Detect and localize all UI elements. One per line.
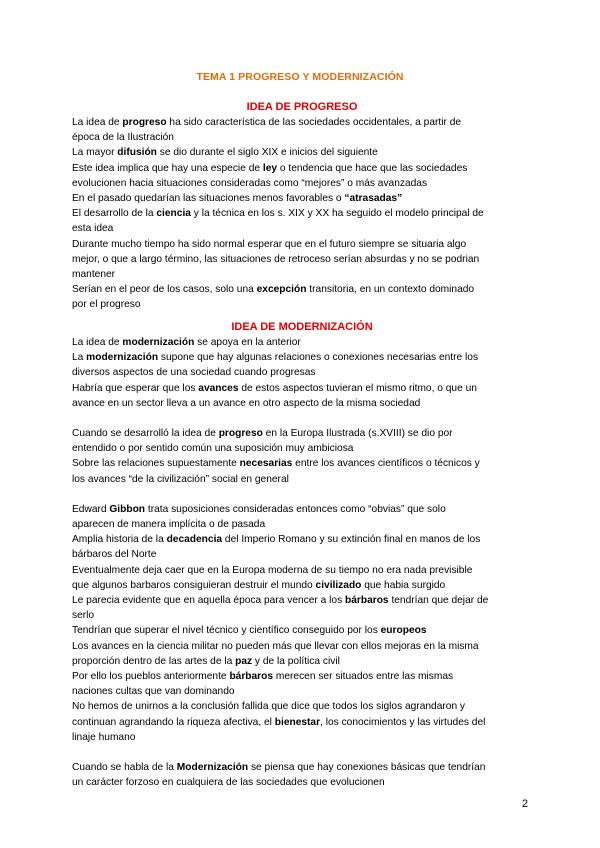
text-run: Edward xyxy=(72,503,110,515)
text-line xyxy=(72,365,532,380)
text-run: Habría que esperar que los xyxy=(72,382,199,394)
text-run: bárbaros del Norte xyxy=(72,549,157,561)
text-run: La mayor xyxy=(72,147,118,159)
section-idea-de-progreso xyxy=(72,99,532,313)
text-line xyxy=(72,502,532,517)
text-line xyxy=(72,578,532,593)
text-run: naciones cultas que van dominando xyxy=(72,686,235,698)
text-run: que habia surgido xyxy=(361,579,446,591)
text-run: mejor, o que a largo término, las situaciones de retroceso serían absurdas y no se podrian xyxy=(72,253,480,265)
bold-term: avances xyxy=(198,382,239,394)
section-body xyxy=(72,335,532,790)
text-line xyxy=(72,608,532,623)
text-run: aparecen de manera implícita o de pasada xyxy=(72,519,266,531)
bold-term: europeos xyxy=(380,625,427,637)
text-run: del Imperio Romano y su extinción final en manos de los xyxy=(222,534,481,546)
text-line xyxy=(72,532,532,547)
text-run: continuan agrandando la riqueza afectiva, el xyxy=(72,716,275,728)
text-run: los avances “de la civilización” social en general xyxy=(72,473,289,485)
text-line xyxy=(72,130,532,145)
text-line xyxy=(72,161,532,176)
text-run: por el progreso xyxy=(72,299,141,311)
text-line xyxy=(72,547,532,562)
text-run: esta idea xyxy=(72,223,114,235)
text-run: Le parecia evidente que en aquella época para vencer a los xyxy=(72,595,345,607)
text-line xyxy=(72,282,532,297)
text-line xyxy=(72,176,532,191)
text-run: serlo xyxy=(72,610,95,622)
text-line xyxy=(72,775,532,790)
text-line xyxy=(72,517,532,532)
text-run: merecen ser situados entre las mismas xyxy=(273,671,454,683)
text-run: La idea de xyxy=(72,117,123,128)
bold-term: “atrasadas” xyxy=(344,193,403,205)
text-run: El desarrollo de la xyxy=(72,208,157,220)
text-line xyxy=(72,456,532,471)
text-run: que algunos barbaros consiguieran destruir el mundo xyxy=(72,579,316,591)
text-line xyxy=(72,593,532,608)
text-line xyxy=(72,221,532,236)
text-line xyxy=(72,381,532,396)
text-run: evolucionen hacia situaciones consideradas como “mejores” o más avanzadas xyxy=(72,177,428,189)
text-run: , los conocimientos y las virtudes del xyxy=(320,716,486,728)
text-line xyxy=(72,206,532,221)
text-run: diversos aspectos de una sociedad cuando progresas xyxy=(72,367,316,379)
text-run: época de la Ilustración xyxy=(72,132,174,144)
bold-term: progreso xyxy=(122,117,167,128)
text-run: y la técnica en los s. XIX y XX ha seguido el modelo principal de xyxy=(190,208,484,220)
text-line xyxy=(72,639,532,654)
text-run: Eventualmente deja caer que en la Europa moderna de su tiempo no era nada previsible xyxy=(72,564,473,576)
page-number: 2 xyxy=(521,798,528,810)
bold-term: bárbaros xyxy=(345,595,389,607)
text-run: Serían en el peor de los casos, solo una xyxy=(72,284,257,296)
bold-term: decadencia xyxy=(166,534,223,546)
text-run: proporción dentro de las artes de la xyxy=(72,655,236,667)
text-run: transitoria, en un contexto dominado xyxy=(306,284,475,296)
text-line xyxy=(72,426,532,441)
text-line xyxy=(72,654,532,669)
bold-term: paz xyxy=(235,655,253,667)
text-run: linaje humano xyxy=(72,731,136,743)
text-line xyxy=(72,297,532,312)
text-line xyxy=(72,760,532,775)
text-run: entre los avances científicos o técnicos y xyxy=(292,458,480,470)
text-run: No hemos de unirnos a la conclusión fallida que dice que todos los siglos agrandaron y xyxy=(72,701,466,713)
text-line xyxy=(72,563,532,578)
section-heading: IDEA DE MODERNIZACIÓN xyxy=(231,321,373,333)
text-line xyxy=(72,441,532,456)
text-line xyxy=(72,684,532,699)
text-line xyxy=(72,699,532,714)
text-run: En el pasado quedarían las situaciones menos favorables o xyxy=(72,193,345,205)
text-line xyxy=(72,191,532,206)
text-run: Este idea implica que hay una especie de xyxy=(72,162,263,174)
text-line xyxy=(72,252,532,267)
bold-term: necesarias xyxy=(239,458,293,470)
text-run: La idea de xyxy=(72,337,123,348)
text-line xyxy=(72,472,532,487)
bold-term: modernización xyxy=(122,337,195,348)
text-run: mantener xyxy=(72,269,116,281)
section-heading: IDEA DE PROGRESO xyxy=(246,101,358,113)
bold-term: bárbaros xyxy=(229,671,274,683)
text-line xyxy=(72,145,532,160)
text-run: o tendencia que hace que las sociedades xyxy=(277,162,468,174)
text-line xyxy=(72,267,532,282)
bold-term: Modernización xyxy=(176,762,249,774)
page-title: TEMA 1 PROGRESO Y MODERNIZACIÓN xyxy=(196,71,404,83)
text-line xyxy=(72,715,532,730)
section-idea-de-modernizacion xyxy=(72,319,532,790)
text-line xyxy=(72,396,532,411)
bold-term: difusión xyxy=(117,147,157,159)
text-run: ha sido característica de las sociedades occidentales, a partir de xyxy=(166,117,462,128)
bold-term: civilizado xyxy=(315,579,362,591)
text-line xyxy=(72,237,532,252)
bold-term: modernización xyxy=(86,352,159,364)
text-run: de estos aspectos tuvieran el mismo ritmo, o que un xyxy=(238,382,477,394)
text-run: se piensa que hay conexiones básicas que tendrían xyxy=(248,762,486,774)
bold-term: ciencia xyxy=(156,208,191,220)
text-line xyxy=(72,350,532,365)
text-run: Cuando se desarrolló la idea de xyxy=(72,428,219,440)
text-run: Cuando se habla de la xyxy=(72,762,177,774)
text-run: trata suposiciones consideradas entonces como “obvias” que solo xyxy=(145,503,446,515)
text-run: entendido o por sentido común una suposición muy ambiciosa xyxy=(72,443,354,455)
bold-term: excepción xyxy=(256,284,307,296)
bold-term: bienestar xyxy=(274,716,321,728)
text-run: en la Europa Ilustrada (s.XVIII) se dio por xyxy=(262,428,453,440)
text-run: y de la política civil xyxy=(252,655,340,667)
section-body xyxy=(72,115,532,313)
text-run: Los avances en la ciencia militar no pueden más que llevar con ellos mejoras en la misma xyxy=(72,640,479,652)
text-run: supone que hay algunas relaciones o conexiones necesarias entre los xyxy=(158,352,479,364)
text-run: La xyxy=(72,352,87,364)
text-run: se dio durante el siglo XIX e inicios del siguiente xyxy=(156,147,378,159)
text-run: Sobre las relaciones supuestamente xyxy=(72,458,240,470)
text-run: avance en un sector lleva a un avance en otro aspecto de la misma sociedad xyxy=(72,397,421,409)
bold-term: ley xyxy=(262,162,278,174)
bold-term: progreso xyxy=(218,428,263,440)
text-run: Tendrían que superar el nivel técnico y científico conseguido por los xyxy=(72,625,381,637)
text-run: un carácter forzoso en cualquiera de las sociedades que evolucionen xyxy=(72,777,385,789)
text-run: Por ello los pueblos anteriormente xyxy=(72,671,230,683)
text-line xyxy=(72,623,532,638)
text-line xyxy=(72,730,532,745)
text-line xyxy=(72,669,532,684)
text-line xyxy=(72,115,532,130)
text-run: tendrían que dejar de xyxy=(388,595,489,607)
paragraph-gap xyxy=(72,745,532,760)
text-run: se apoya en la anterior xyxy=(194,337,301,348)
text-run: Durante mucho tiempo ha sido normal esperar que en el futuro siempre se situaria algo xyxy=(72,238,467,250)
text-run: Amplia historia de la xyxy=(72,534,167,546)
text-line xyxy=(72,335,532,350)
paragraph-gap xyxy=(72,411,532,426)
bold-term: Gibbon xyxy=(109,503,146,515)
paragraph-gap xyxy=(72,487,532,502)
